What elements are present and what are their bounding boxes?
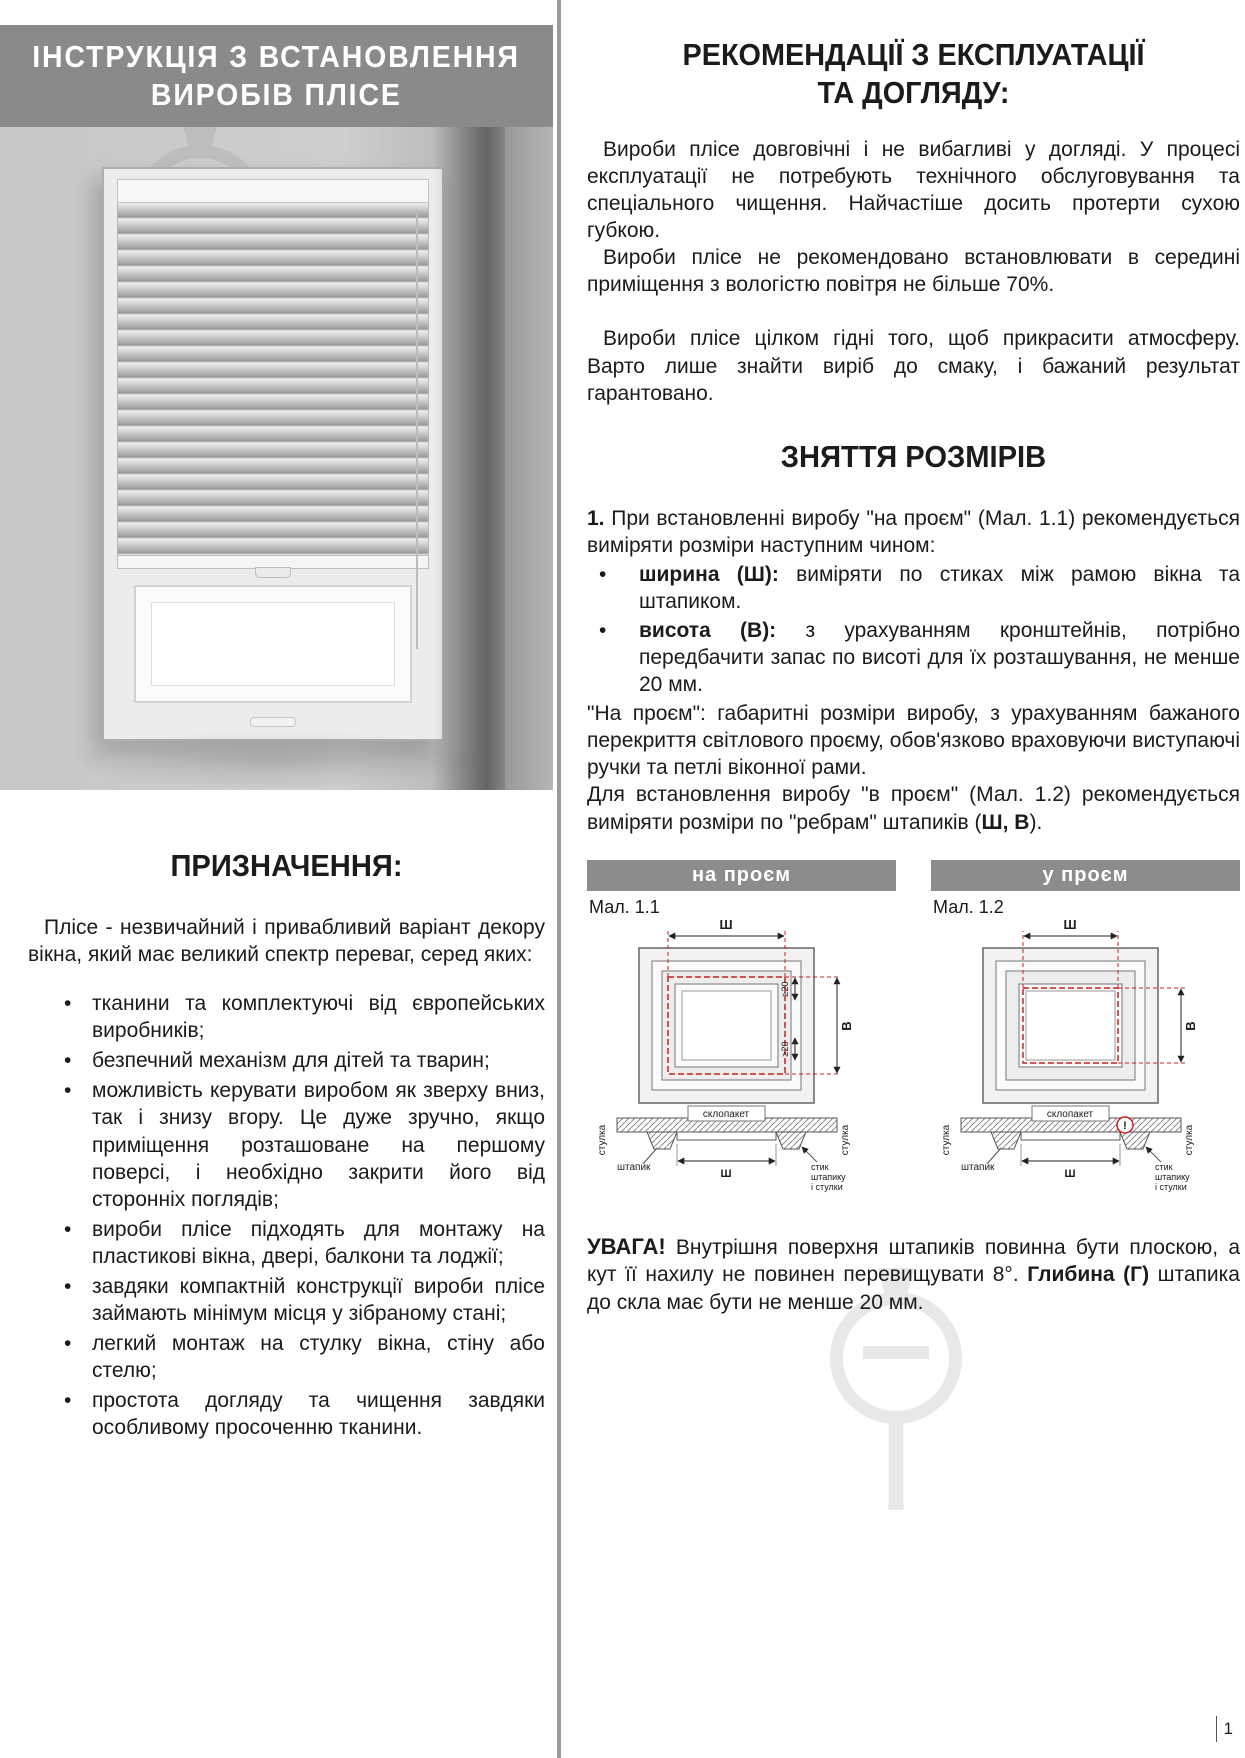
blind-cord bbox=[416, 209, 418, 649]
left-header-banner bbox=[0, 25, 553, 127]
joint-label: штапику bbox=[1155, 1171, 1190, 1182]
height-text: з урахуванням кронштейнів, потрібно передбачити запас по висоті для їх розташування, не менше 20 мм. bbox=[639, 619, 1241, 697]
step-text: При встановленні виробу "на проєм" (Мал. 1.1) рекомендується виміряти розміри наступним чином: bbox=[587, 506, 1240, 557]
column-divider bbox=[557, 0, 561, 1758]
blind-handle-tab bbox=[255, 567, 291, 578]
height-label: висота (В): bbox=[639, 619, 777, 643]
glass-unit-label: склопакет bbox=[702, 1108, 750, 1120]
bead-label: штапик bbox=[961, 1161, 995, 1173]
floor-shadow bbox=[60, 730, 490, 790]
banner-title-line1: ІНСТРУКЦІЯ З ВСТАНОВЛЕННЯ bbox=[32, 39, 521, 74]
step-number: 1. bbox=[587, 506, 605, 530]
joint-label: штапику bbox=[811, 1171, 846, 1182]
figure-1-1-diagram bbox=[587, 918, 896, 1206]
v-proem-bold: Ш, В bbox=[981, 810, 1030, 834]
v-proem-text: ). bbox=[1029, 810, 1043, 834]
width-dim-label: Ш bbox=[719, 917, 733, 932]
purpose-section bbox=[0, 790, 553, 1444]
height-dim-label: В bbox=[839, 1020, 854, 1031]
width-dim-label: Ш bbox=[1063, 917, 1077, 932]
min20-label: ≥20 bbox=[780, 981, 790, 997]
bead-label: штапик bbox=[617, 1161, 651, 1173]
warning-mark: ! bbox=[1123, 1119, 1127, 1132]
sash-label: стулка bbox=[840, 1124, 851, 1155]
recommendations-paragraph: Вироби плісе цілком гідні того, щоб прикрасити атмосферу. Варто лише знайти виріб до смаку, і бажаний результат гарантовано. bbox=[587, 327, 1240, 405]
v-proem-text: Для встановлення виробу "в проєм" (Мал. 1.2) рекомендується виміряти розміри по "ребрам" штапиків ( bbox=[587, 783, 1240, 834]
attention-note bbox=[587, 1232, 1240, 1317]
recommendations-paragraph: Вироби плісе довговічні і не вибагливі у догляді. У процесі експлуатації не потребують технічного обслуговування та спеціального чищення. Найчастіше досить протерти сухою губкою. bbox=[587, 138, 1240, 243]
watermark-bar bbox=[863, 1346, 929, 1359]
figure-1-2-panel bbox=[931, 860, 1240, 1206]
measuring-list bbox=[587, 561, 1240, 698]
purpose-intro: Плісе - незвичайний і привабливий варіант декору вікна, який має великий спектр переваг, серед яких: bbox=[28, 916, 545, 967]
window-render bbox=[102, 167, 444, 741]
figure-1-2-diagram bbox=[931, 918, 1240, 1206]
page-number-divider bbox=[1216, 1716, 1217, 1742]
watermark-stem bbox=[889, 1418, 904, 1510]
list-item bbox=[587, 561, 1240, 615]
recommendations-title bbox=[587, 36, 1240, 112]
list-item bbox=[56, 1387, 545, 1441]
na-proem-paragraph: "На проєм": габаритні розміри виробу, з урахуванням бажаного перекриття світлового проєму, обов'язково враховуючи виступаючі ручки та петлі віконної рами. bbox=[587, 702, 1240, 780]
list-item bbox=[56, 1077, 545, 1212]
watermark-head bbox=[182, 127, 218, 147]
figure-1-2-label: Мал. 1.2 bbox=[933, 896, 1004, 917]
height-dim-label: В bbox=[1183, 1020, 1198, 1031]
blind-top-rail bbox=[117, 179, 429, 203]
page-number bbox=[1216, 1716, 1233, 1742]
right-column bbox=[587, 0, 1240, 1317]
recommendations-paragraph: Вироби плісе не рекомендовано встановлювати в середині приміщення з вологістю повітря не більше 70%. bbox=[587, 246, 1240, 297]
glass-unit-label: склопакет bbox=[1046, 1108, 1094, 1120]
list-item bbox=[56, 1273, 545, 1327]
measuring-step1 bbox=[587, 505, 1240, 559]
sash-label: стулка bbox=[597, 1124, 608, 1155]
attention-text: штапика до скла має бути не менше 20 мм. bbox=[587, 1263, 1240, 1315]
product-photo bbox=[0, 127, 553, 790]
recommendations-title-line1: РЕКОМЕНДАЦІЇ З ЕКСПЛУАТАЦІЇ bbox=[682, 37, 1145, 72]
figure-1-1-panel bbox=[587, 860, 896, 1206]
list-item bbox=[56, 1047, 545, 1074]
list-item bbox=[56, 990, 545, 1044]
window-glass bbox=[134, 585, 412, 703]
figure-1-2-header: у проєм bbox=[931, 860, 1240, 891]
min20-label: ≥20 bbox=[780, 1041, 790, 1057]
list-item-text: завдяки компактній конструкції вироби плісе займають мінімум місця у зібраному стані; bbox=[92, 1274, 545, 1326]
list-item bbox=[587, 617, 1240, 698]
figure-1-1-header: на проєм bbox=[587, 860, 896, 891]
attention-bold-term: Глибина (Г) bbox=[1027, 1263, 1150, 1287]
list-item bbox=[56, 1216, 545, 1270]
joint-label: стик bbox=[811, 1161, 829, 1172]
page-number-value: 1 bbox=[1223, 1719, 1233, 1738]
list-item bbox=[56, 1330, 545, 1384]
joint-label: і стулки bbox=[1155, 1181, 1187, 1192]
width-label: ширина (Ш): bbox=[639, 562, 779, 586]
sash-label: стулка bbox=[1184, 1124, 1195, 1155]
measuring-diagrams bbox=[587, 860, 1240, 1206]
list-item-text: тканини та комплектуючі від європейських виробників; bbox=[92, 992, 545, 1043]
purpose-title: ПРИЗНАЧЕННЯ: bbox=[170, 848, 403, 883]
measuring-title: ЗНЯТТЯ РОЗМІРІВ bbox=[780, 438, 1047, 474]
figure-1-1-label: Мал. 1.1 bbox=[589, 896, 660, 917]
joint-label: і стулки bbox=[811, 1181, 843, 1192]
sash-label: стулка bbox=[941, 1124, 952, 1155]
width-text: виміряти по стиках між рамою вікна та штапиком. bbox=[639, 562, 1240, 613]
list-item-text: безпечний механізм для дітей та тварин; bbox=[92, 1049, 490, 1073]
list-item-text: можливість керувати виробом як зверху вниз, так і знизу вгору. Це дуже зручно, якщо приміщення розташоване на першому поверсі, і необхідно закрити його від сторонніх поглядів; bbox=[92, 1079, 545, 1211]
joint-label: стик bbox=[1155, 1161, 1173, 1172]
list-item-text: вироби плісе підходять для монтажу на пластикові вікна, двері, балкони та лоджії; bbox=[92, 1217, 545, 1268]
window-glass-inner bbox=[151, 602, 395, 686]
pleated-blind bbox=[117, 203, 429, 555]
window-handle bbox=[250, 717, 296, 727]
list-item-text: легкий монтаж на стулку вікна, стіну або стелю; bbox=[92, 1332, 545, 1383]
wall-corner-shadow bbox=[433, 127, 505, 790]
purpose-list bbox=[56, 990, 545, 1441]
width-dim-label: Ш bbox=[720, 1167, 732, 1180]
banner-title-line2: ВИРОБІВ ПЛІСЕ bbox=[151, 77, 402, 112]
attention-text: Внутрішня поверхня штапиків повинна бути плоскою, а кут її нахилу не повинен перевищувати 8°. bbox=[587, 1235, 1240, 1287]
attention-label: УВАГА! bbox=[587, 1233, 666, 1259]
list-item-text: простота догляду та чищення завдяки особливому просоченню тканини. bbox=[92, 1389, 545, 1440]
recommendations-title-line2: ТА ДОГЛЯДУ: bbox=[817, 75, 1010, 110]
width-dim-label: Ш bbox=[1064, 1167, 1076, 1180]
v-proem-paragraph bbox=[587, 781, 1240, 835]
